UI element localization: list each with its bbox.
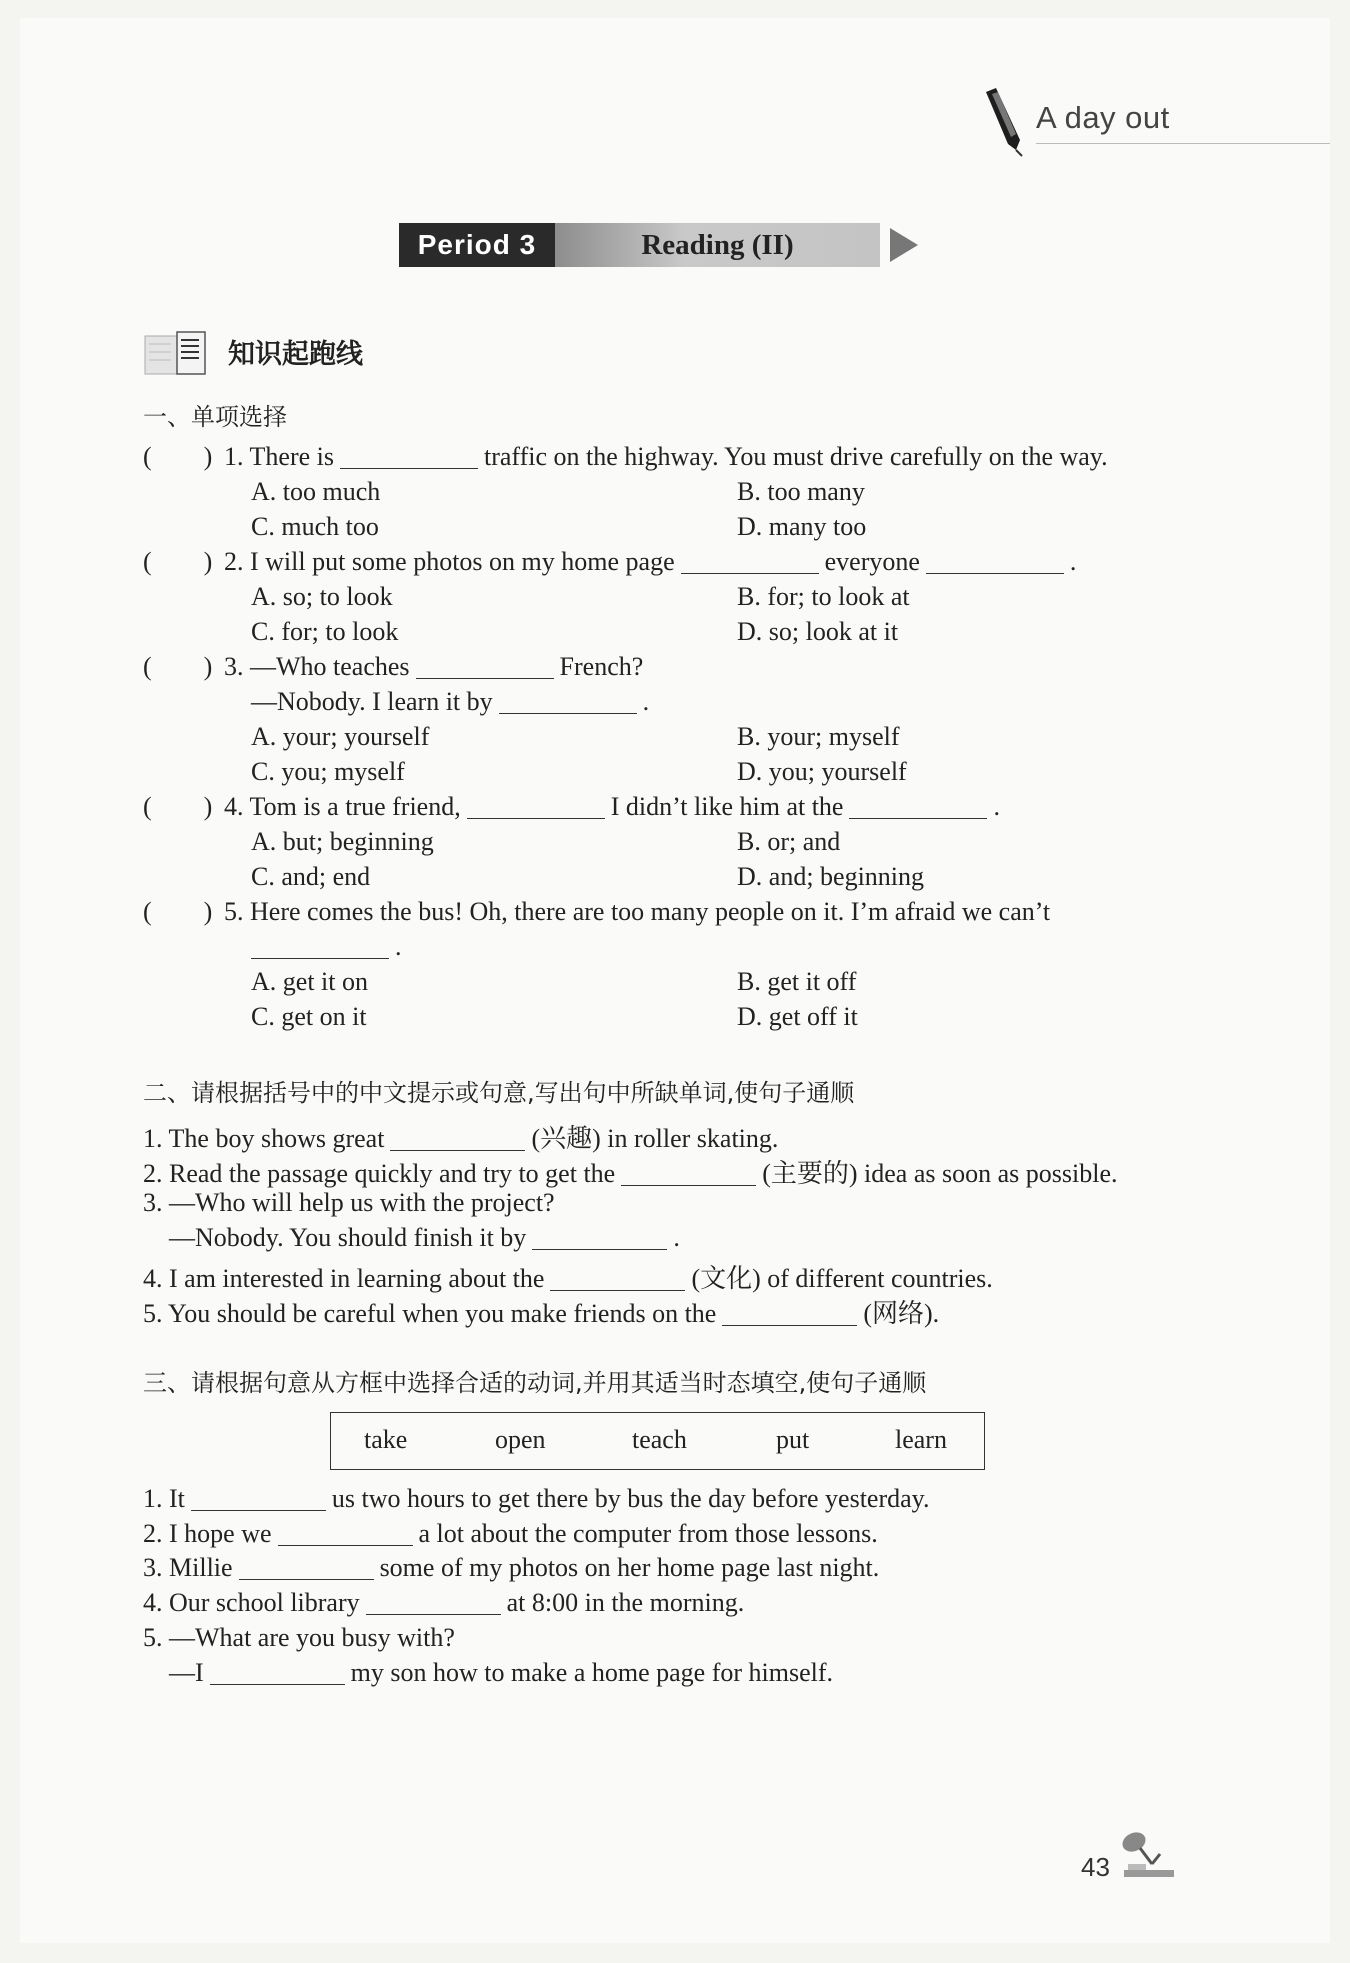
answer-blank[interactable] [340,444,478,469]
question-4: 4. Tom is a true friend, I didn’t like him at the . [224,792,1000,821]
answer-blank[interactable] [621,1161,756,1186]
desk-lamp-icon [1118,1828,1178,1880]
fill-item-5: 5. You should be careful when you make friends on the (网络). [143,1299,940,1328]
verb-item-2: 2. I hope we a lot about the computer from those lessons. [143,1519,878,1548]
fill-item-2: 2. Read the passage quickly and try to get the (主要的) idea as soon as possible. [143,1159,1118,1188]
option: C. you; myself [251,757,405,786]
header-divider [1036,143,1330,144]
fill-item-3-answer: —Nobody. You should finish it by . [169,1223,680,1252]
option: B. or; and [737,827,841,856]
answer-blank[interactable] [251,934,389,959]
part1-title: 一、单项选择 [143,403,287,431]
answer-blank[interactable] [550,1266,685,1291]
word-option: teach [632,1425,687,1454]
answer-paren: ( ) [143,792,213,821]
answer-blank[interactable] [681,549,819,574]
option: D. many too [737,512,867,541]
answer-blank[interactable] [722,1301,857,1326]
option: D. and; beginning [737,862,925,891]
pen-icon [980,88,1028,158]
question-5-line2: . [245,932,402,962]
part3-title: 三、请根据句意从方框中选择合适的动词,并用其适当时态填空,使句子通顺 [143,1369,927,1397]
answer-blank[interactable] [499,689,637,714]
fill-item-3: 3. —Who will help us with the project? [143,1188,555,1217]
word-option: learn [895,1425,947,1454]
answer-blank[interactable] [532,1225,667,1250]
question-5: 5. Here comes the bus! Oh, there are too many people on it. I’m afraid we can’t [224,897,1051,926]
answer-paren: ( ) [143,897,213,926]
word-box [330,1412,985,1470]
answer-blank[interactable] [926,549,1064,574]
option: C. and; end [251,862,371,891]
verb-item-4: 4. Our school library at 8:00 in the morning. [143,1588,745,1617]
answer-blank[interactable] [366,1590,501,1615]
fill-item-1: 1. The boy shows great (兴趣) in roller skating. [143,1124,779,1153]
period-label: Period 3 [399,223,555,267]
arrow-icon [890,228,918,262]
option: A. too much [251,477,381,506]
option: B. get it off [737,967,857,996]
answer-blank[interactable] [849,794,987,819]
workbook-page [20,18,1330,1943]
page-number: 43 [1081,1852,1110,1882]
option: C. for; to look [251,617,399,646]
option: B. too many [737,477,865,506]
fill-item-4: 4. I am interested in learning about the (文化) of different countries. [143,1264,993,1293]
verb-item-5-answer: —I my son how to make a home page for himself. [169,1658,834,1687]
question-3-line2: —Nobody. I learn it by . [251,687,650,716]
verb-item-3: 3. Millie some of my photos on her home page last night. [143,1553,880,1582]
option: B. for; to look at [737,582,910,611]
section-heading: 知识起跑线 [228,339,363,370]
word-option: open [495,1425,546,1454]
answer-blank[interactable] [416,654,554,679]
answer-blank[interactable] [239,1555,374,1580]
option: A. so; to look [251,582,393,611]
answer-paren: ( ) [143,442,213,471]
option: D. get off it [737,1002,858,1031]
question-1: 1. There is traffic on the highway. You must drive carefully on the way. [224,442,1108,471]
answer-blank[interactable] [390,1126,525,1151]
notebook-icon [143,330,209,376]
word-option: put [776,1425,810,1454]
option: A. your; yourself [251,722,430,751]
option: B. your; myself [737,722,900,751]
option: C. much too [251,512,379,541]
answer-paren: ( ) [143,547,213,576]
reading-label: Reading (II) [555,223,880,267]
answer-blank[interactable] [278,1521,413,1546]
question-3: 3. —Who teaches French? [224,652,644,681]
answer-blank[interactable] [467,794,605,819]
option: D. you; yourself [737,757,907,786]
question-2: 2. I will put some photos on my home page everyone . [224,547,1077,576]
answer-blank[interactable] [191,1486,326,1511]
header-title: A day out [1036,100,1170,135]
option: C. get on it [251,1002,367,1031]
answer-paren: ( ) [143,652,213,681]
answer-blank[interactable] [210,1660,345,1685]
word-option: take [364,1425,408,1454]
part2-title: 二、请根据括号中的中文提示或句意,写出句中所缺单词,使句子通顺 [143,1079,855,1107]
verb-item-1: 1. It us two hours to get there by bus the day before yesterday. [143,1484,930,1513]
verb-item-5: 5. —What are you busy with? [143,1623,455,1652]
option: D. so; look at it [737,617,899,646]
option: A. but; beginning [251,827,434,856]
option: A. get it on [251,967,368,996]
